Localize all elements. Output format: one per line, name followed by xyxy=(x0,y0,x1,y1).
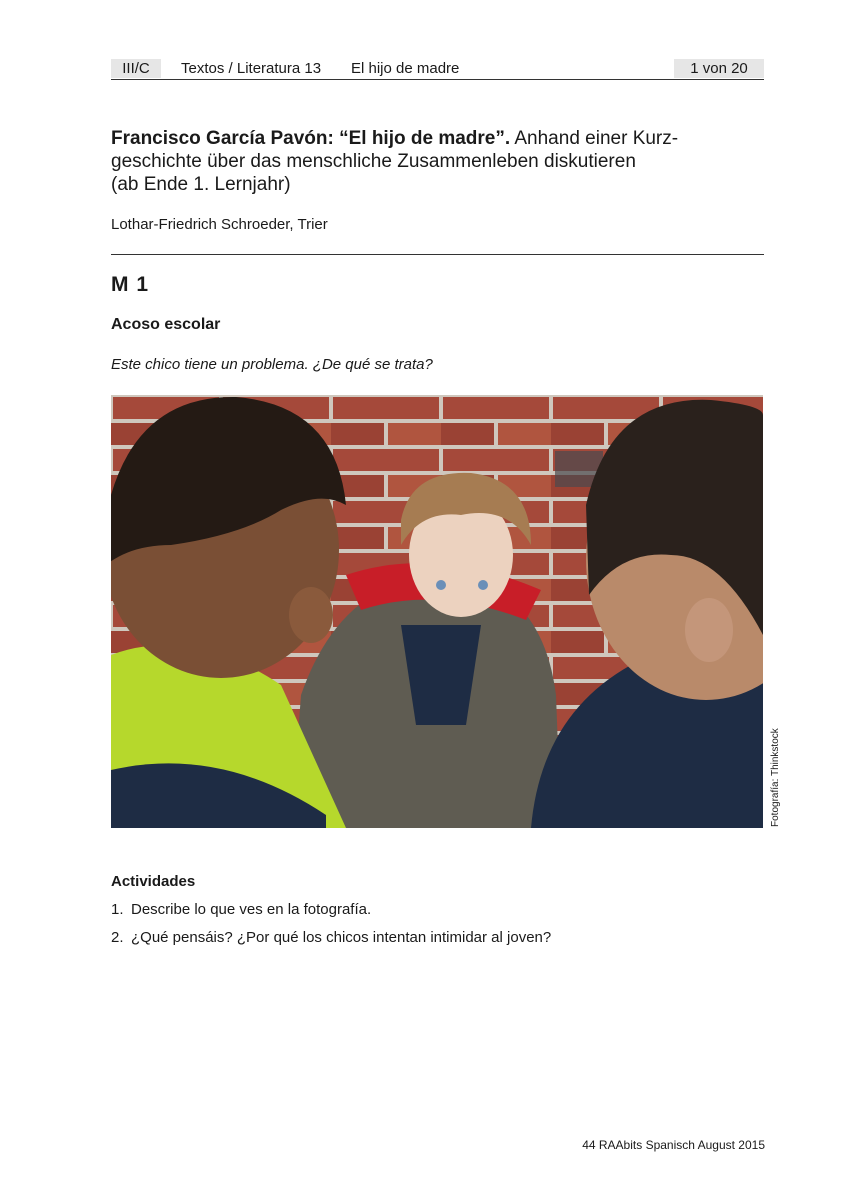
document-title xyxy=(111,127,766,196)
author: Lothar-Friedrich Schroeder, Trier xyxy=(111,216,328,233)
header-page-number: 1 von 20 xyxy=(674,59,764,78)
title-line3: (ab Ende 1. Lernjahr) xyxy=(111,174,291,195)
list-item-text: Describe lo que ves en la fotografía. xyxy=(131,901,372,918)
divider xyxy=(111,254,764,255)
material-prompt: Este chico tiene un problema. ¿De qué se trata? xyxy=(111,356,433,373)
list-item-number: 2. xyxy=(111,929,124,946)
list-item xyxy=(111,900,551,928)
title-rest-line1: Anhand einer Kurz- xyxy=(514,128,679,149)
header-title: El hijo de madre xyxy=(351,60,460,77)
header-level: III/C xyxy=(111,59,161,78)
photo-credit: Fotografía: Thinkstock xyxy=(770,728,781,827)
title-bold: Francisco García Pavón: “El hijo de madre”. xyxy=(111,128,511,149)
page-footer: 44 RAAbits Spanisch August 2015 xyxy=(582,1138,765,1152)
material-heading: Acoso escolar xyxy=(111,316,221,333)
material-label: M 1 xyxy=(111,273,150,296)
activities-heading: Actividades xyxy=(111,873,196,890)
bullying-photo xyxy=(111,395,763,828)
header-section: Textos / Literatura 13 xyxy=(181,60,322,77)
list-item-number: 1. xyxy=(111,901,124,918)
list-item-text: ¿Qué pensáis? ¿Por qué los chicos intentan intimidar al joven? xyxy=(131,929,552,946)
activities-list xyxy=(111,900,551,956)
list-item xyxy=(111,928,551,956)
running-header xyxy=(111,59,764,80)
title-line2: geschichte über das menschliche Zusammenleben diskutieren xyxy=(111,151,636,172)
